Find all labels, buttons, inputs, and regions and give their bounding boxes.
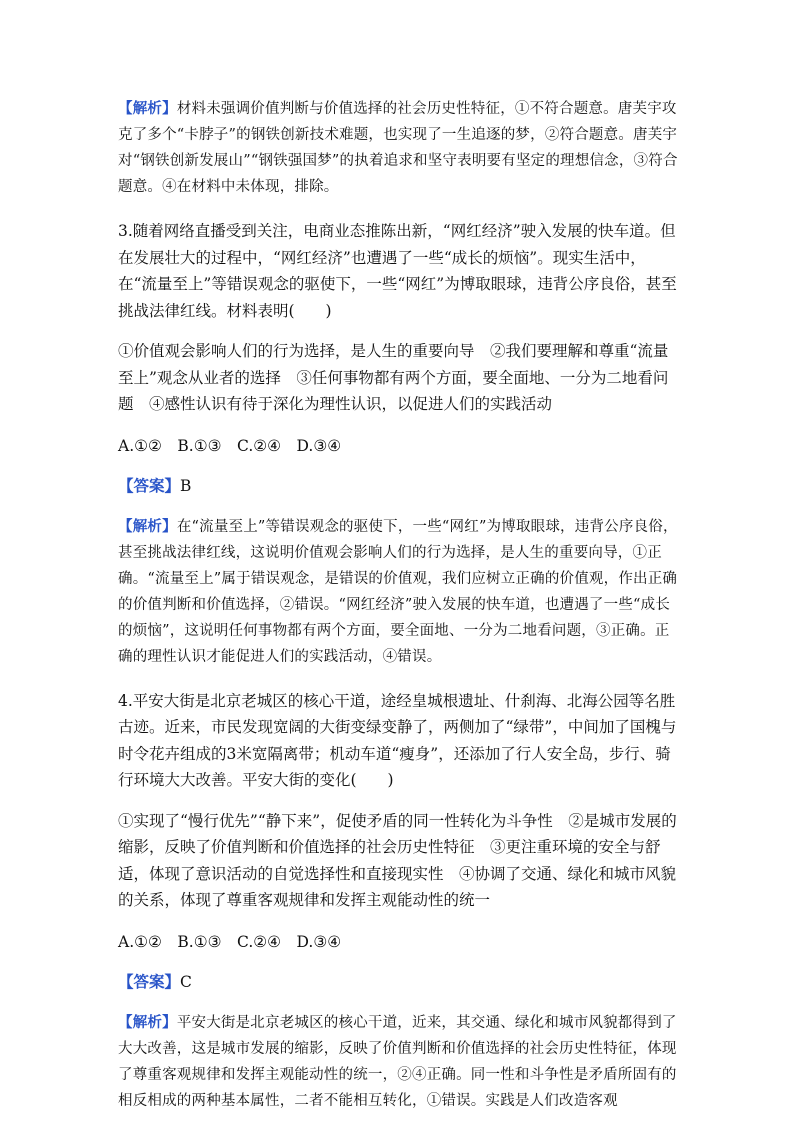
- analysis-text: 平安大街是北京老城区的核心干道，近来，其交通、绿化和城市风貌都得到了大大改善，这是城市发展的缩影，反映了价值判断和价值选择的社会历史性特征，体现了尊重客观规律和发挥主观能动性的统一，②④正确。同一性和斗争性是矛盾所固有的相反相成的两种基本属性，二者不能相互转化，①错误。实践是人们改造客观: [118, 1014, 677, 1109]
- q4-options: ①实现了“慢行优先”“静下来”，促使矛盾的同一性转化为斗争性 ②是城市发展的缩影，反映了价值判断和价值选择的社会历史性特征 ③更注重环境的安全与舒适，体现了意识活动的自觉选择性和直接现实性 ④协调了交通、绿化和城市风貌的关系，体现了尊重客观规律和发挥主观能动性的统一: [118, 811, 677, 909]
- analysis-tag: 【解析】: [118, 100, 177, 117]
- q4-choices: A.①② B.①③ C.②④ D.③④: [118, 932, 342, 951]
- analysis-tag: 【解析】: [118, 1013, 177, 1031]
- answer-tag: 【答案】: [118, 475, 181, 495]
- answer-value: C: [180, 972, 192, 991]
- q4-analysis: [118, 1010, 678, 1114]
- q3-options: ①价值观会影响人们的行为选择，是人生的重要向导 ②我们要理解和尊重“流量至上”观念从业者的选择 ③任何事物都有两个方面，要全面地、一分为二地看问题 ④感性认识有待于深化为理性认识，以促进人们的实践活动: [118, 342, 669, 413]
- answer-value: B: [180, 476, 192, 495]
- q4-answer: [118, 970, 678, 994]
- analysis-text: 在“流量至上”等错误观念的驱使下，一些“网红”为博取眼球，违背公序良俗，甚至挑战法律红线，这说明价值观会影响人们的行为选择，是人生的重要向导，①正确。“流量至上”属于错误观念，是错误的价值观，我们应树立正确的价值观，作出正确的价值判断和价值选择，②错误。“网红经济”驶入发展的快车道，也遭遇了一些“成长的烦恼”，这说明任何事物都有两个方面，要全面地、一分为二地看问题，③正确。正确的理性认识才能促进人们的实践活动，④错误。: [118, 518, 678, 665]
- q2-analysis: [118, 96, 678, 200]
- q3-analysis: [118, 514, 678, 670]
- analysis-text: 材料未强调价值判断与价值选择的社会历史性特征，①不符合题意。唐芙宇攻克了多个“卡脖子”的钢铁创新技术难题，也实现了一生追逐的梦，②符合题意。唐芙宇对“钢铁创新发展山”“钢铁强国梦”的执着追求和坚守表明要有坚定的理想信念，③符合题意。④在材料中未体现，排除。: [118, 101, 678, 195]
- q3-stem: 3.随着网络直播受到关注，电商业态推陈出新，“网红经济”驶入发展的快车道。但在发展壮大的过程中，“网红经济”也遭遇了一些“成长的烦恼”。现实生活中，在“流量至上”等错误观念的驱使下，一些“网红”为博取眼球，违背公序良俗，甚至挑战法律红线。材料表明( ): [118, 222, 677, 320]
- analysis-tag: 【解析】: [118, 517, 177, 535]
- document-page: [118, 96, 678, 1132]
- q4-stem: 4.平安大街是北京老城区的核心干道，途经皇城根遗址、什刹海、北海公园等名胜古迹。近来，市民发现宽阔的大街变绿变静了，两侧加了“绿带”，中间加了国槐与时令花卉组成的3米宽隔离带；机动车道“瘦身”，还添加了行人安全岛，步行、骑行环境大大改善。平安大街的变化( ): [118, 691, 677, 789]
- q3-answer: [118, 474, 678, 498]
- answer-tag: 【答案】: [118, 971, 181, 991]
- q3-choices: A.①② B.①③ C.②④ D.③④: [118, 436, 342, 455]
